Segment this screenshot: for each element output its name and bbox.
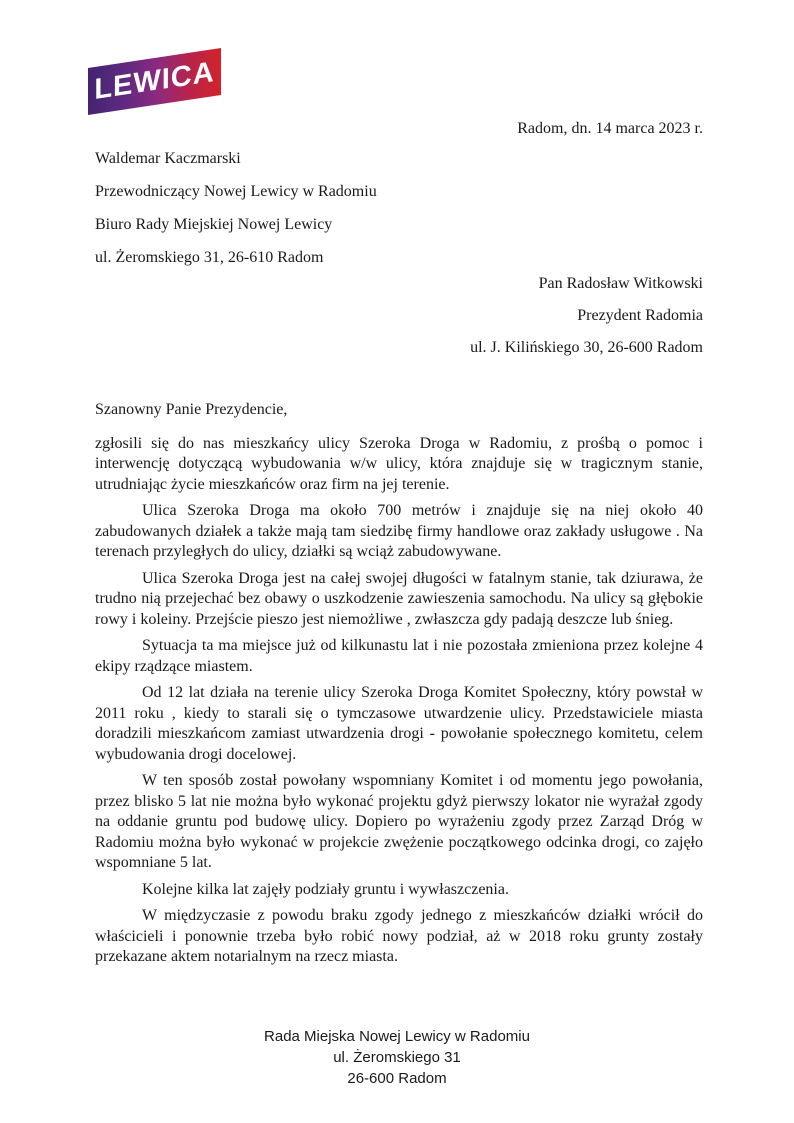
letter-body — [95, 400, 703, 974]
salutation: Szanowny Panie Prezydencie, — [95, 401, 288, 418]
paragraph-7: Kolejne kilka lat zajęły podziały gruntu i wywłaszczenia. — [142, 880, 509, 898]
paragraph-2: Ulica Szeroka Droga ma około 700 metrów i znajduje się na niej około 40 zabudowanych działek a także mają tam siedzibę firmy handlowe oraz zakłady usługowe . Na terenach przyległych do ulicy, działki są wciąż zabudowywane. — [95, 502, 703, 560]
lewica-logo — [88, 48, 221, 115]
footer-organization: Rada Miejska Nowej Lewicy w Radomiu — [264, 1028, 530, 1045]
sender-address: ul. Żeromskiego 31, 26-610 Radom — [95, 249, 324, 266]
paragraph-5: Od 12 lat działa na terenie ulicy Szeroka Droga Komitet Społeczny, który powstał w 2011 roku , kiedy to starali się o tymczasowe utwardzenie ulicy. Przedstawiciele miasta doradzili mieszkańcom zamiast utwardzenia drogi - powołanie społecznego komitetu, celem wybudowania drogi docelowej. — [95, 684, 703, 763]
sender-name: Waldemar Kaczmarski — [95, 150, 241, 167]
footer-city: 26-600 Radom — [347, 1070, 447, 1087]
recipient-name: Pan Radosław Witkowski — [538, 275, 703, 292]
paragraph-3: Ulica Szeroka Droga jest na całej swojej długości w fatalnym stanie, tak dziurawa, że trudno nią przejechać bez obawy o uszkodzenie zawieszenia samochodu. Na ulicy są głębokie rowy i koleiny. Przejście pieszo jest niemożliwe , zwłaszcza gdy padają deszcze lub śnieg. — [95, 569, 703, 628]
lewica-logo-text: LEWICA — [94, 56, 215, 106]
paragraph-8: W międzyczasie z powodu braku zgody jednego z mieszkańców działki wrócił do właścicieli i ponownie trzeba było robić nowy podział, aż w 2018 roku grunty zostały przekazane aktem notarialnym na rzecz miasta. — [95, 907, 703, 965]
recipient-block — [470, 268, 703, 364]
date-line: Radom, dn. 14 marca 2023 r. — [517, 120, 703, 137]
sender-title: Przewodniczący Nowej Lewicy w Radomiu — [95, 183, 377, 200]
paragraph-6: W ten sposób został powołany wspomniany Komitet i od momentu jego powołania, przez blisko 5 lat nie można było wykonać projektu gdyż pierwszy lokator nie wyrażał zgody na oddanie gruntu pod budowę ulicy. Dopiero po wyrażeniu zgody przez Zarząd Dróg w Radomiu można było wykonać w projekcie zwężenie początkowego odcinka drogi, co zajęło wspomniane 5 lat. — [95, 772, 703, 871]
footer-street: ul. Żeromskiego 31 — [333, 1049, 461, 1066]
sender-block — [95, 142, 377, 274]
sender-office: Biuro Rady Miejskiej Nowej Lewicy — [95, 216, 333, 233]
paragraph-1: zgłosili się do nas mieszkańcy ulicy Szeroka Droga w Radomiu, z prośbą o pomoc i interwencję dotyczącą wybudowania w/w ulicy, która znajduje się w tragicznym stanie, utrudniając życie mieszkańców oraz firm na jej terenie. — [95, 434, 703, 493]
recipient-address: ul. J. Kilińskiego 30, 26-600 Radom — [470, 339, 703, 356]
recipient-title: Prezydent Radomia — [577, 307, 703, 324]
footer-block — [0, 1026, 794, 1089]
paragraph-4: Sytuacja ta ma miejsce już od kilkunastu lat i nie pozostała zmieniona przez kolejne 4 ekipy rządzące miastem. — [95, 637, 703, 675]
